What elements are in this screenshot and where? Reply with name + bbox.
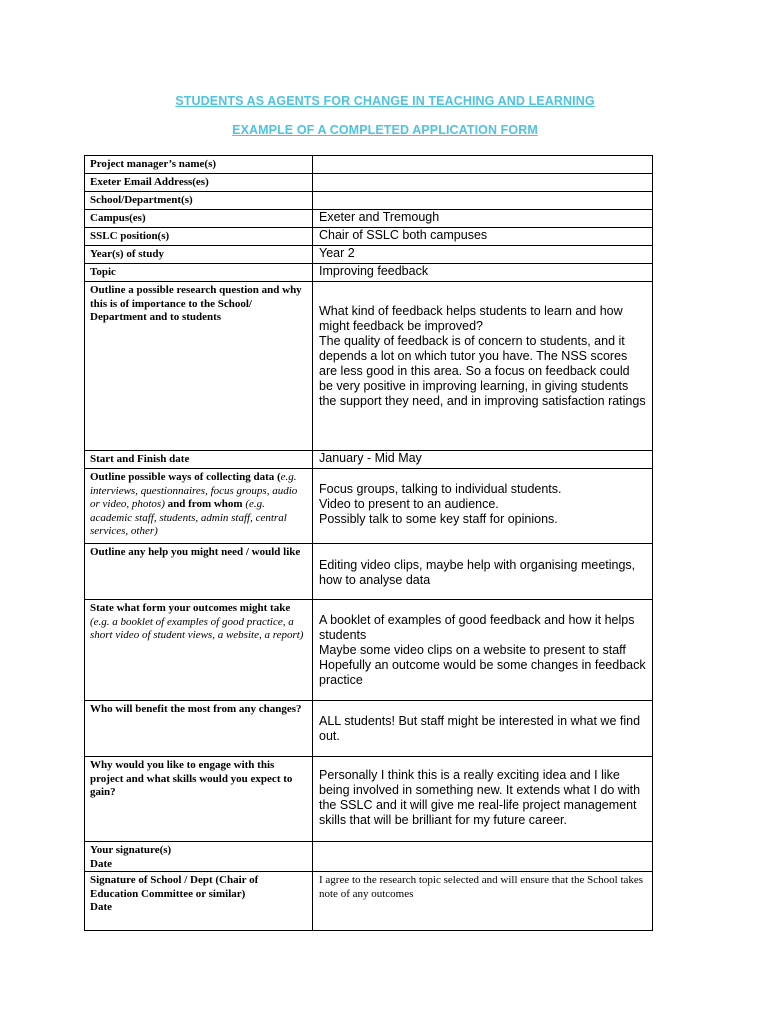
motivation-text: Personally I think this is a really exciting idea and I like being involved in something new. It extends what I do with the SSLC and it will give me real-life project management skills that will be brilliant for my future career.: [319, 768, 641, 827]
table-row: [85, 600, 653, 701]
data-collection-label: [85, 469, 313, 544]
school-department-label: School/Department(s): [85, 192, 313, 210]
table-row: [85, 842, 653, 872]
research-question-text: What kind of feedback helps students to learn and how might feedback be improved? The quality of feedback is of concern to students, and it depends a lot on which tutor you have. The NSS scores are less good in this area. So a focus on feedback could be very positive in improving learning, in giving students the support they need, and in improving satisfaction ratings: [319, 304, 646, 408]
research-question-field[interactable]: [313, 282, 653, 451]
data-collection-field[interactable]: [313, 469, 653, 544]
help-needed-field[interactable]: [313, 544, 653, 600]
beneficiaries-field[interactable]: [313, 701, 653, 757]
table-row: [85, 156, 653, 174]
help-needed-text: Editing video clips, maybe help with organising meetings, how to analyse data: [319, 558, 636, 587]
school-agreement-text: I agree to the research topic selected and will ensure that the School takes note of any outcomes: [319, 874, 644, 900]
table-row: [85, 210, 653, 228]
application-form-table: [84, 155, 653, 931]
main-title: STUDENTS AS AGENTS FOR CHANGE IN TEACHING AND LEARNING: [175, 94, 595, 108]
year-of-study-label: Year(s) of study: [85, 246, 313, 264]
outcomes-label: [85, 600, 313, 701]
campus-label: Campus(es): [85, 210, 313, 228]
help-needed-label: Outline any help you might need / would like: [85, 544, 313, 600]
school-department-field[interactable]: [313, 192, 653, 210]
start-finish-date-label: Start and Finish date: [85, 451, 313, 469]
topic-field[interactable]: Improving feedback: [313, 264, 653, 282]
data-collection-label-examples: e.g. interviews, questionnaires, focus groups, audio or video, photos): [90, 471, 298, 511]
data-collection-label-part: and from whom: [164, 498, 246, 511]
beneficiaries-text: ALL students! But staff might be interested in what we find out.: [319, 714, 641, 743]
start-finish-date-field[interactable]: January - Mid May: [313, 451, 653, 469]
table-row: [85, 872, 653, 931]
table-row: [85, 264, 653, 282]
school-signature-date-label: Date: [90, 901, 112, 914]
table-row: [85, 228, 653, 246]
outcomes-text: A booklet of examples of good feedback and how it helps students Maybe some video clips on a website to present to staff Hopefully an outcome would be some changes in feedback practice: [319, 613, 646, 687]
school-signature-field[interactable]: [313, 872, 653, 931]
sslc-position-field[interactable]: Chair of SSLC both campuses: [313, 228, 653, 246]
signature-label: Your signature(s): [90, 844, 172, 856]
table-row: [85, 282, 653, 451]
school-signature-label: [85, 872, 313, 931]
table-row: [85, 174, 653, 192]
data-collection-label-examples: (e.g. academic staff, students, admin staff, central services, other): [90, 498, 287, 538]
project-manager-field[interactable]: [313, 156, 653, 174]
year-of-study-field[interactable]: Year 2: [313, 246, 653, 264]
table-row: [85, 246, 653, 264]
your-signature-label: [85, 842, 313, 872]
project-manager-label: Project manager’s name(s): [85, 156, 313, 174]
motivation-field[interactable]: [313, 757, 653, 842]
sub-title: EXAMPLE OF A COMPLETED APPLICATION FORM: [232, 123, 538, 137]
data-collection-text: Focus groups, talking to individual students. Video to present to an audience. Possibly talk to some key staff for opinions.: [319, 482, 562, 526]
campus-field[interactable]: Exeter and Tremough: [313, 210, 653, 228]
table-row: [85, 701, 653, 757]
outcomes-label-examples: (e.g. a booklet of examples of good practice, a short video of student views, a website, a report): [90, 615, 304, 642]
email-label: Exeter Email Address(es): [85, 174, 313, 192]
table-row: [85, 192, 653, 210]
outcomes-label-part: State what form your outcomes might take: [90, 602, 291, 614]
table-row: [85, 757, 653, 842]
your-signature-field[interactable]: [313, 842, 653, 872]
data-collection-label-part: Outline possible ways of collecting data (: [90, 471, 281, 483]
research-question-label: Outline a possible research question and why this is of importance to the School/ Department and to students: [85, 282, 313, 451]
motivation-label: Why would you like to engage with this project and what skills would you expect to gain?: [85, 757, 313, 842]
sslc-position-label: SSLC position(s): [85, 228, 313, 246]
table-row: [85, 544, 653, 600]
table-row: [85, 451, 653, 469]
topic-label: Topic: [85, 264, 313, 282]
email-field[interactable]: [313, 174, 653, 192]
beneficiaries-label: Who will benefit the most from any changes?: [85, 701, 313, 757]
school-signature-title: Signature of School / Dept (Chair of Education Committee or similar): [90, 874, 259, 900]
table-row: [85, 469, 653, 544]
signature-date-label: Date: [90, 857, 112, 870]
outcomes-field[interactable]: [313, 600, 653, 701]
